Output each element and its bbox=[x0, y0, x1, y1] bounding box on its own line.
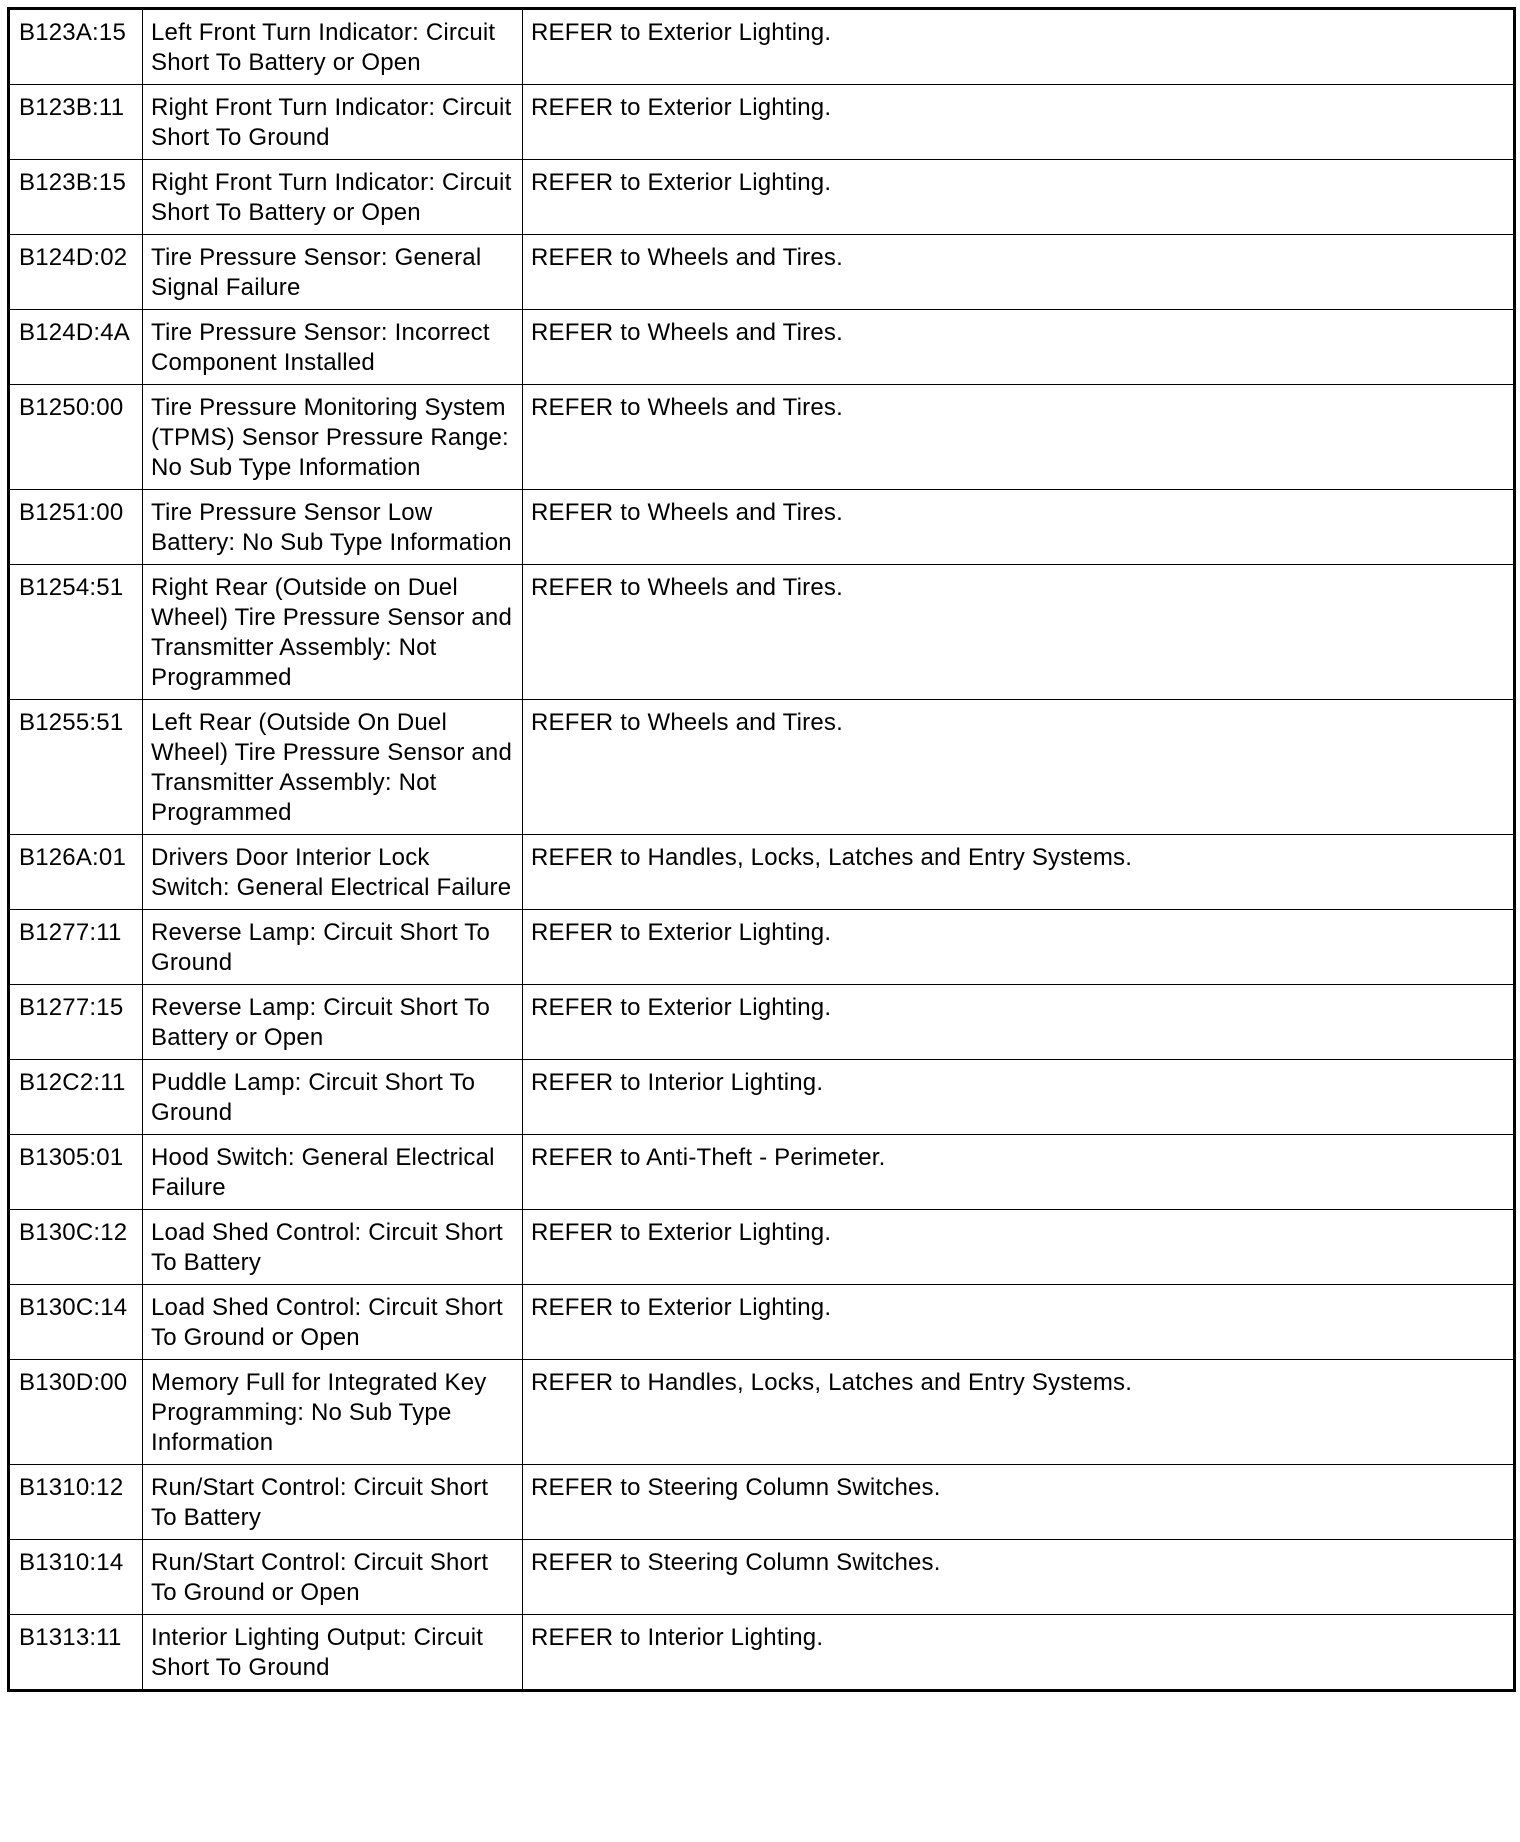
dtc-description-cell: Hood Switch: General Electrical Failure bbox=[143, 1135, 523, 1210]
dtc-code-cell: B1254:51 bbox=[9, 565, 143, 700]
table-row bbox=[9, 160, 1515, 235]
dtc-description-cell: Interior Lighting Output: Circuit Short To Ground bbox=[143, 1615, 523, 1691]
dtc-action-cell: REFER to Exterior Lighting. bbox=[523, 910, 1515, 985]
dtc-action-cell: REFER to Interior Lighting. bbox=[523, 1060, 1515, 1135]
dtc-description-cell: Tire Pressure Sensor: Incorrect Component Installed bbox=[143, 310, 523, 385]
dtc-description-cell: Reverse Lamp: Circuit Short To Battery or Open bbox=[143, 985, 523, 1060]
dtc-action-cell: REFER to Wheels and Tires. bbox=[523, 385, 1515, 490]
dtc-action-cell: REFER to Steering Column Switches. bbox=[523, 1465, 1515, 1540]
dtc-description-cell: Right Front Turn Indicator: Circuit Short To Battery or Open bbox=[143, 160, 523, 235]
dtc-action-cell: REFER to Wheels and Tires. bbox=[523, 490, 1515, 565]
dtc-action-cell: REFER to Anti-Theft - Perimeter. bbox=[523, 1135, 1515, 1210]
table-row bbox=[9, 490, 1515, 565]
table-row bbox=[9, 9, 1515, 85]
dtc-description-cell: Left Rear (Outside On Duel Wheel) Tire Pressure Sensor and Transmitter Assembly: Not Programmed bbox=[143, 700, 523, 835]
dtc-action-cell: REFER to Exterior Lighting. bbox=[523, 85, 1515, 160]
dtc-description-cell: Right Rear (Outside on Duel Wheel) Tire Pressure Sensor and Transmitter Assembly: Not Programmed bbox=[143, 565, 523, 700]
table-row bbox=[9, 910, 1515, 985]
dtc-description-cell: Right Front Turn Indicator: Circuit Short To Ground bbox=[143, 85, 523, 160]
dtc-code-cell: B1277:15 bbox=[9, 985, 143, 1060]
dtc-code-cell: B123A:15 bbox=[9, 9, 143, 85]
dtc-code-cell: B130D:00 bbox=[9, 1360, 143, 1465]
table-row bbox=[9, 985, 1515, 1060]
table-row bbox=[9, 1135, 1515, 1210]
dtc-action-cell: REFER to Exterior Lighting. bbox=[523, 1285, 1515, 1360]
dtc-code-cell: B126A:01 bbox=[9, 835, 143, 910]
dtc-action-cell: REFER to Handles, Locks, Latches and Entry Systems. bbox=[523, 835, 1515, 910]
dtc-code-cell: B124D:4A bbox=[9, 310, 143, 385]
dtc-description-cell: Load Shed Control: Circuit Short To Ground or Open bbox=[143, 1285, 523, 1360]
dtc-action-cell: REFER to Exterior Lighting. bbox=[523, 985, 1515, 1060]
dtc-action-cell: REFER to Handles, Locks, Latches and Entry Systems. bbox=[523, 1360, 1515, 1465]
dtc-action-cell: REFER to Wheels and Tires. bbox=[523, 235, 1515, 310]
table-row bbox=[9, 835, 1515, 910]
dtc-description-cell: Tire Pressure Sensor: General Signal Failure bbox=[143, 235, 523, 310]
dtc-action-cell: REFER to Steering Column Switches. bbox=[523, 1540, 1515, 1615]
table-row bbox=[9, 1615, 1515, 1691]
dtc-code-cell: B1313:11 bbox=[9, 1615, 143, 1691]
dtc-code-cell: B12C2:11 bbox=[9, 1060, 143, 1135]
dtc-code-cell: B1305:01 bbox=[9, 1135, 143, 1210]
dtc-code-cell: B1277:11 bbox=[9, 910, 143, 985]
dtc-action-cell: REFER to Wheels and Tires. bbox=[523, 310, 1515, 385]
table-row bbox=[9, 1285, 1515, 1360]
table-row bbox=[9, 565, 1515, 700]
dtc-description-cell: Load Shed Control: Circuit Short To Battery bbox=[143, 1210, 523, 1285]
dtc-description-cell: Memory Full for Integrated Key Programming: No Sub Type Information bbox=[143, 1360, 523, 1465]
dtc-code-cell: B130C:14 bbox=[9, 1285, 143, 1360]
table-row bbox=[9, 1465, 1515, 1540]
dtc-action-cell: REFER to Exterior Lighting. bbox=[523, 1210, 1515, 1285]
table-row bbox=[9, 1540, 1515, 1615]
dtc-description-cell: Run/Start Control: Circuit Short To Battery bbox=[143, 1465, 523, 1540]
dtc-description-cell: Run/Start Control: Circuit Short To Ground or Open bbox=[143, 1540, 523, 1615]
dtc-description-cell: Drivers Door Interior Lock Switch: General Electrical Failure bbox=[143, 835, 523, 910]
dtc-description-cell: Puddle Lamp: Circuit Short To Ground bbox=[143, 1060, 523, 1135]
table-row bbox=[9, 1210, 1515, 1285]
dtc-table bbox=[7, 7, 1516, 1692]
dtc-code-cell: B124D:02 bbox=[9, 235, 143, 310]
table-row bbox=[9, 385, 1515, 490]
dtc-action-cell: REFER to Interior Lighting. bbox=[523, 1615, 1515, 1691]
table-row bbox=[9, 700, 1515, 835]
table-row bbox=[9, 85, 1515, 160]
dtc-description-cell: Tire Pressure Monitoring System (TPMS) Sensor Pressure Range: No Sub Type Information bbox=[143, 385, 523, 490]
dtc-code-cell: B123B:15 bbox=[9, 160, 143, 235]
dtc-table-body bbox=[9, 9, 1515, 1691]
table-row bbox=[9, 310, 1515, 385]
dtc-code-cell: B1251:00 bbox=[9, 490, 143, 565]
dtc-action-cell: REFER to Exterior Lighting. bbox=[523, 160, 1515, 235]
dtc-description-cell: Reverse Lamp: Circuit Short To Ground bbox=[143, 910, 523, 985]
dtc-code-cell: B1255:51 bbox=[9, 700, 143, 835]
table-row bbox=[9, 1060, 1515, 1135]
table-row bbox=[9, 235, 1515, 310]
dtc-action-cell: REFER to Exterior Lighting. bbox=[523, 9, 1515, 85]
dtc-description-cell: Tire Pressure Sensor Low Battery: No Sub Type Information bbox=[143, 490, 523, 565]
table-row bbox=[9, 1360, 1515, 1465]
dtc-code-cell: B1310:12 bbox=[9, 1465, 143, 1540]
dtc-action-cell: REFER to Wheels and Tires. bbox=[523, 700, 1515, 835]
dtc-code-cell: B130C:12 bbox=[9, 1210, 143, 1285]
dtc-code-cell: B1250:00 bbox=[9, 385, 143, 490]
dtc-action-cell: REFER to Wheels and Tires. bbox=[523, 565, 1515, 700]
dtc-code-cell: B1310:14 bbox=[9, 1540, 143, 1615]
dtc-description-cell: Left Front Turn Indicator: Circuit Short To Battery or Open bbox=[143, 9, 523, 85]
dtc-code-cell: B123B:11 bbox=[9, 85, 143, 160]
